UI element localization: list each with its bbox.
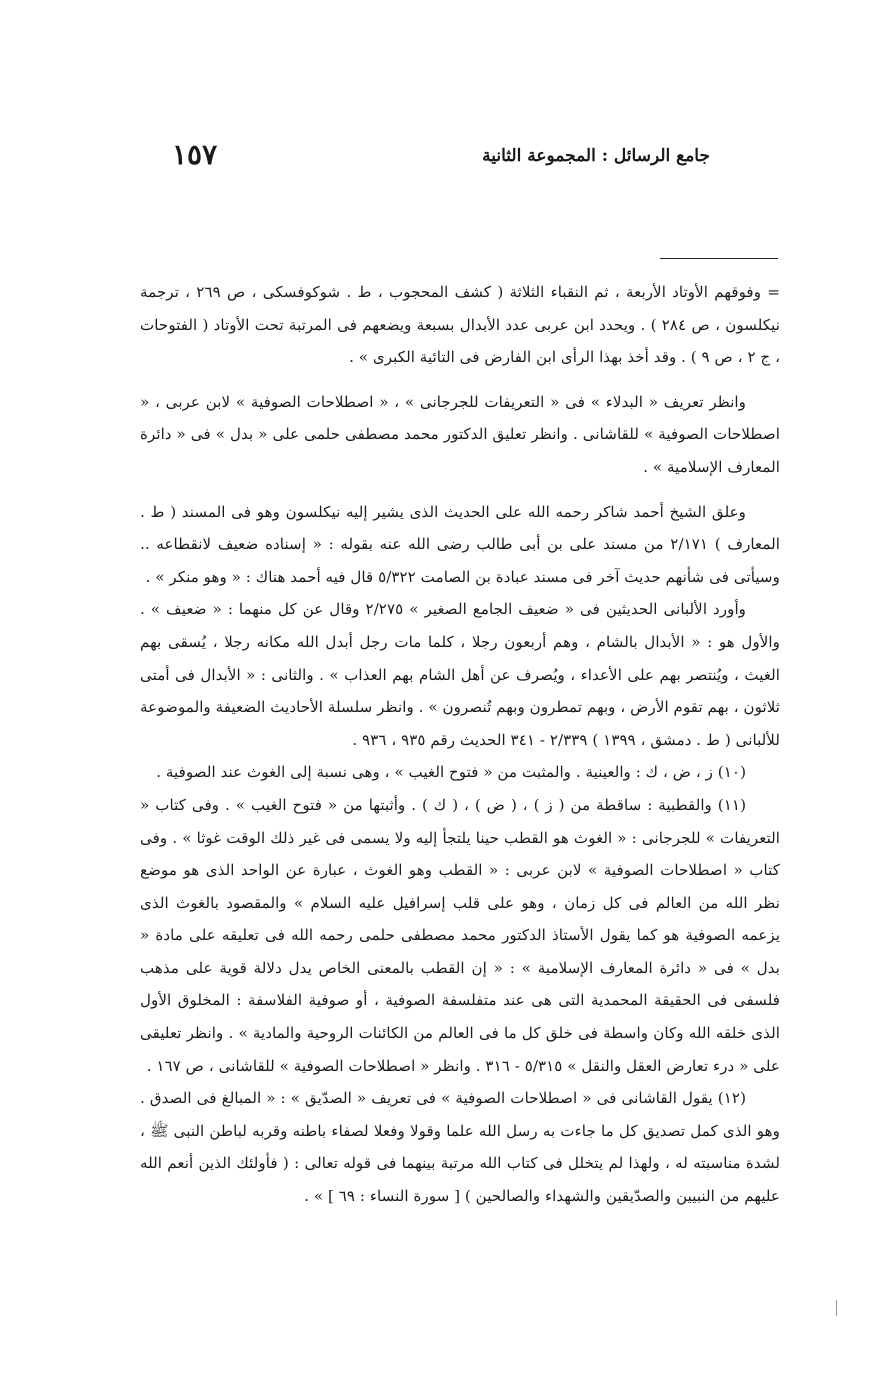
footnote-continuation-paragraph: = وفوقهم الأوتاد الأربعة ، ثم النقباء الثلاثة ( كشف المحجوب ، ط . شوكوفسكى ، ص ٢٦٩ ، ترجمة نيكلسون ، ص ٢٨٤ ) . ويحدد ابن عربى عدد الأبدال بسبعة ويضعهم فى المرتبة تحت الأوتاد ( الفتوحات ، ج ٢ ، ص ٩ ) . وقد أخذ بهذا الرأى ابن الفارض فى التائية الكبرى » .	[140, 283, 780, 367]
footnote-separator-rule	[660, 258, 778, 259]
footnote-12: (١٢) يقول القاشانى فى « اصطلاحات الصوفية » فى تعريف « الصدّيق » : « المبالغ فى الصدق . وهو الذى كمل تصديق كل ما جاءت به رسل الله علما وقولا وفعلا لصفاء باطنه وقربه لباطن النبى ﷺ ، لشدة مناسبته له ، ولهذا لم يتخلل فى كتاب الله مرتبة بينهما فى قوله تعالى : ( فأولئك الذين أنعم الله عليهم من النبيين والصدّيقين والشهداء والصالحين ) [ سورة النساء : ٦٩ ] » .	[140, 1089, 780, 1206]
margin-mark	[836, 1300, 837, 1316]
footnotes-section	[140, 276, 780, 1213]
footnote-paragraph: وعلق الشيخ أحمد شاكر رحمه الله على الحديث الذى يشير إليه نيكلسون وهو فى المسند ( ط . المعارف ) ٢/١٧١ من مسند على بن أبى طالب رضى الله عنه بقوله : « إسناده ضعيف لانقطاعه .. وسيأتى فى شأنهم حديث آخر فى مسند عبادة بن الصامت ٥/٣٢٢ قال فيه أحمد هناك : « وهو منكر » .	[140, 502, 780, 586]
footnote-paragraph: وأورد الألبانى الحديثين فى « ضعيف الجامع الصغير » ٢/٢٧٥ وقال عن كل منهما : « ضعيف » . والأول هو : « الأبدال بالشام ، وهم أربعون رجلا ، كلما مات رجل أبدل الله مكانه رجلا ، يُسقى بهم الغيث ، ويُنتصر بهم على الأعداء ، ويُصرف عن أهل الشام بهم العذاب » . والثانى : « الأبدال فى أمتى ثلاثون ، بهم تقوم الأرض ، وبهم تمطرون وبهم تُنصرون » . وانظر سلسلة الأحاديث الضعيفة والموضوعة للألبانى ( ط . دمشق ، ١٣٩٩ ) ٢/٣٣٩ - ٣٤١ الحديث رقم ٩٣٥ ، ٩٣٦ .	[140, 600, 780, 749]
footnote-paragraph: وانظر تعريف « البدلاء » فى « التعريفات للجرجانى » ، « اصطلاحات الصوفية » لابن عربى ، « اصطلاحات الصوفية » للقاشانى . وانظر تعليق الدكتور محمد مصطفى حلمى على « بدل » فى « دائرة المعارف الإسلامية » .	[140, 392, 780, 476]
running-title: جامع الرسائل : المجموعة الثانية	[482, 146, 710, 166]
footnote-10: (١٠) ز ، ض ، ك : والعينية . والمثبت من « فتوح الغيب » ، وهى نسبة إلى الغوث عند الصوفية .	[156, 763, 746, 782]
page-header	[150, 138, 710, 178]
footnote-11: (١١) والقطبية : ساقطة من ( ز ) ، ( ض ) ، ( ك ) . وأثبتها من « فتوح الغيب » . وفى كتاب « التعريفات » للجرجانى : « الغوث هو القطب حينا يلتجأ إليه ولا يسمى فى غير ذلك الوقت غوثا » . وفى كتاب « اصطلاحات الصوفية » لابن عربى : « القطب وهو الغوث ، عبارة عن الواحد الذى هو موضع نظر الله من العالم فى كل زمان ، وهو على قلب إسرافيل عليه السلام » والمقصود بالغوث الذى يزعمه الصوفية هو كما يقول الأستاذ الدكتور محمد مصطفى حلمى رحمه الله فى تعليقه على مادة « بدل » فى « دائرة المعارف الإسلامية » : « إن القطب بالمعنى الخاص يدل دلالة قوية على مذهب فلسفى فى الحقيقة المحمدية التى هى عند متفلسفة الصوفية ، أو صوفية الفلاسفة : المخلوق الأول الذى خلقه الله وكان واسطة فى خلق كل ما فى العالم من الكائنات الروحية والمادية » . وانظر تعليقى على « درء تعارض العقل والنقل » ٥/٣١٥ - ٣١٦ . وانظر « اصطلاحات الصوفية » للقاشانى ، ص ١٦٧ .	[140, 795, 780, 1075]
page-number: ١٥٧	[172, 138, 218, 171]
